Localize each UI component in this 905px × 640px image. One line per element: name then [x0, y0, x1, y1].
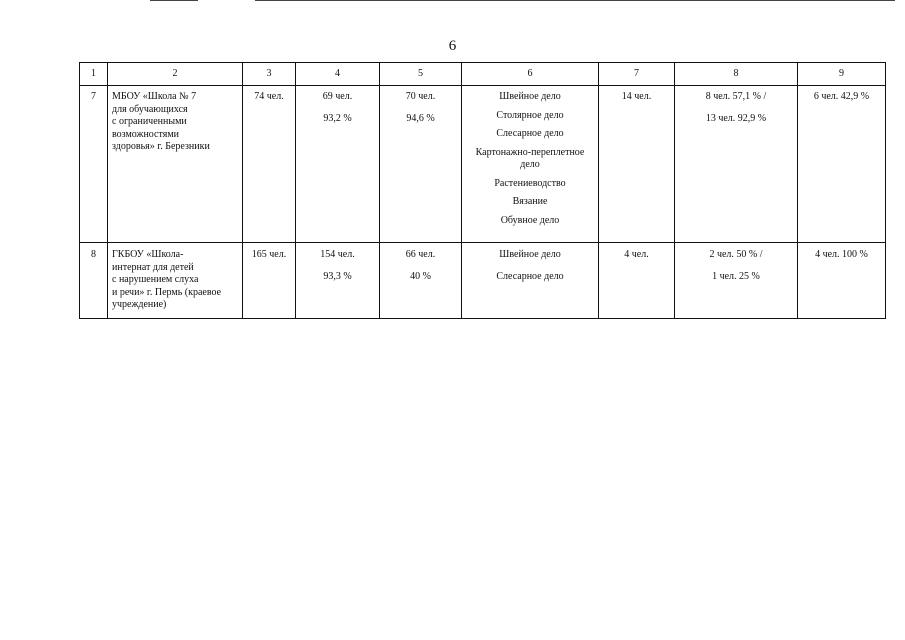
institution-name-line: учреждение) — [112, 299, 167, 310]
cell-col6-professions — [462, 86, 599, 243]
cell-line: 40 % — [410, 270, 431, 282]
profession-item: Обувное дело — [500, 214, 560, 226]
table-row — [80, 243, 886, 319]
institution-name-line: МБОУ «Школа № 7 — [112, 91, 197, 102]
profession-item: Столярное дело — [496, 109, 564, 121]
cell-col9: 4 чел. 100 % — [798, 243, 886, 319]
profession-item: Слесарное дело — [496, 128, 564, 139]
profession-item: Слесарное дело — [496, 270, 564, 282]
cell-col3: 74 чел. — [243, 86, 296, 243]
table-row — [80, 86, 886, 243]
cell-col4 — [296, 86, 380, 243]
column-number: 6 — [462, 63, 599, 86]
institution-name-line: с нарушением слуха — [112, 274, 199, 285]
cell-col5 — [380, 243, 462, 319]
institution-name-line: возможностями — [112, 128, 180, 140]
column-number: 7 — [599, 63, 675, 86]
cell-line: 70 чел. — [405, 91, 436, 102]
cell-col9: 6 чел. 42,9 % — [798, 86, 886, 243]
column-number: 4 — [296, 63, 380, 86]
profession-item: Швейное дело — [499, 249, 561, 260]
cell-line: 93,2 % — [323, 112, 352, 124]
cell-line: 69 чел. — [322, 91, 353, 102]
cell-line: 13 чел. 92,9 % — [705, 112, 767, 124]
page-number: 6 — [448, 38, 457, 54]
row-number: 8 — [80, 243, 108, 319]
column-number: 1 — [80, 63, 108, 86]
cell-line: 2 чел. 50 % / — [709, 249, 763, 260]
cell-col7: 14 чел. — [599, 86, 675, 243]
cell-line: 66 чел. — [405, 249, 436, 260]
cell-col8 — [675, 86, 798, 243]
column-number: 8 — [675, 63, 798, 86]
top-rule-left — [150, 0, 198, 1]
cell-line: 94,6 % — [406, 112, 435, 124]
institution-name-line: для обучающихся — [112, 103, 188, 115]
profession-item: Растениеводство — [494, 177, 566, 189]
top-rule-right — [255, 0, 895, 1]
profession-item: Картонажно-переплетное дело — [475, 146, 585, 170]
row-number: 7 — [80, 86, 108, 243]
institution-name-line: интернат для детей — [112, 261, 194, 273]
column-number: 5 — [380, 63, 462, 86]
data-table — [79, 62, 886, 319]
cell-col7: 4 чел. — [599, 243, 675, 319]
cell-line: 8 чел. 57,1 % / — [705, 91, 767, 102]
institution-name-line: ГКБОУ «Школа- — [112, 249, 184, 260]
cell-col3: 165 чел. — [243, 243, 296, 319]
institution-name-line: с ограниченными — [112, 116, 187, 127]
profession-item: Швейное дело — [499, 91, 561, 102]
profession-item: Вязание — [512, 196, 548, 207]
cell-line: 1 чел. 25 % — [712, 270, 760, 282]
column-number: 9 — [798, 63, 886, 86]
cell-line: 93,3 % — [323, 270, 352, 282]
cell-col4 — [296, 243, 380, 319]
column-number: 3 — [243, 63, 296, 86]
cell-line: 154 чел. — [320, 249, 355, 260]
column-number: 2 — [108, 63, 243, 86]
institution-name — [108, 86, 243, 243]
column-number-row — [80, 63, 886, 86]
cell-col5 — [380, 86, 462, 243]
institution-name — [108, 243, 243, 319]
institution-name-line: и речи» г. Пермь (краевое — [112, 286, 222, 298]
cell-col6-professions — [462, 243, 599, 319]
cell-col8 — [675, 243, 798, 319]
institution-name-line: здоровья» г. Березники — [112, 141, 210, 152]
